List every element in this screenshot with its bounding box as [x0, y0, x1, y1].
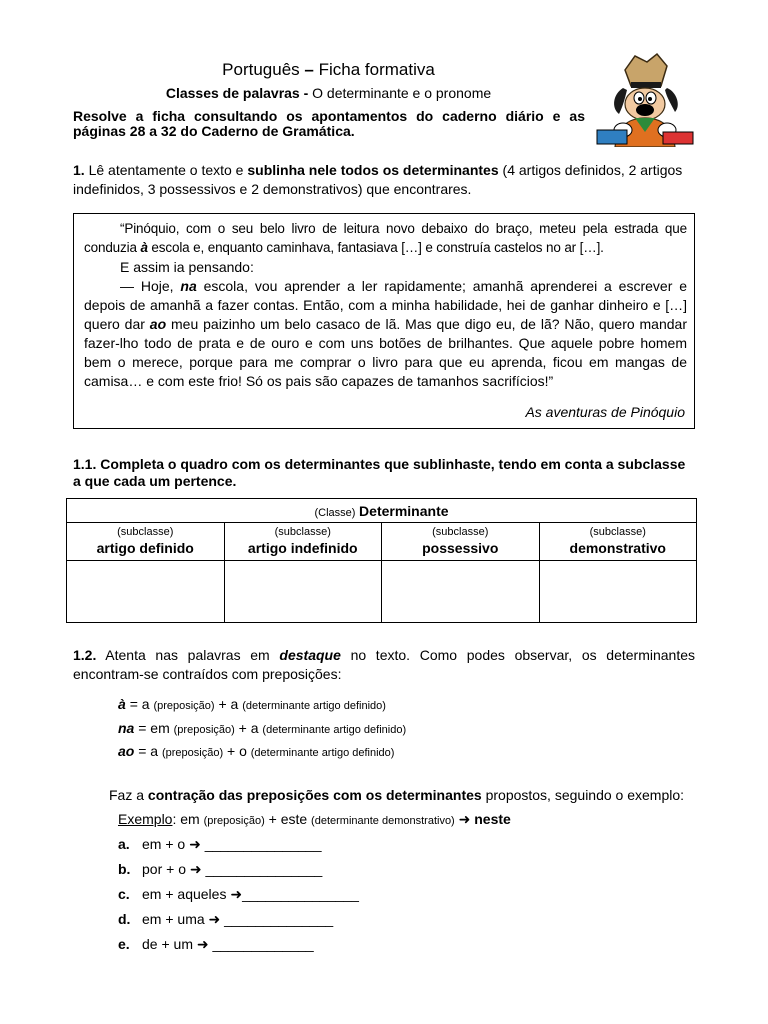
question-1: [73, 161, 695, 199]
title-worksheet: Ficha formativa: [318, 60, 435, 79]
instruction-emphasis: contração das preposições com os determinantes: [147, 787, 482, 803]
subclass-name: possessivo: [422, 540, 499, 556]
instructions: Resolve a ficha consultando os apontamentos do caderno diário e as páginas 28 a 32 do Caderno de Gramática.: [73, 108, 585, 139]
item-letter: c.: [118, 886, 130, 902]
arrow-icon: ➜: [458, 811, 471, 827]
contraction-prep-label: (preposição): [153, 700, 215, 712]
item-text: de + um ➜ _____________: [142, 936, 314, 952]
exercise-item-d[interactable]: [118, 911, 333, 928]
contraction-prep-label: (preposição): [161, 747, 224, 759]
example-det: + este: [268, 811, 308, 827]
question-emphasis: sublinha nele todos os determinantes: [247, 162, 499, 178]
question-1-1: [73, 456, 695, 490]
answer-cell-demonstrativo[interactable]: [539, 561, 697, 623]
passage-paragraph-1: [84, 219, 687, 257]
page-title: [0, 60, 657, 80]
highlighted-word: na: [180, 278, 197, 294]
contraction-det: + o: [227, 743, 247, 759]
example-colon: :: [172, 811, 177, 827]
passage-paragraph-3: [84, 277, 687, 391]
contraction-prep-label: (preposição): [173, 724, 235, 736]
column-header-artigo-indefinido: [224, 523, 382, 561]
example-prep-label: (preposição): [203, 815, 265, 827]
table-class-header: [67, 499, 697, 523]
contraction-det-label: (determinante artigo definido): [242, 700, 386, 712]
example-det-label: (determinante demonstrativo): [311, 815, 455, 827]
question-text-cont: no texto. Como podes observar, os determinantes encontram-se contraídos com preposições:: [73, 647, 696, 682]
answer-cell-artigo-definido[interactable]: [67, 561, 225, 623]
item-text: em + o ➜ _______________: [142, 836, 322, 852]
exercise-item-e[interactable]: [118, 936, 314, 953]
contraction-det: + a: [218, 696, 239, 712]
subtitle-topic: O determinante e o pronome: [312, 85, 492, 101]
title-subject: Português: [222, 60, 300, 79]
contraction-prep: = em: [138, 720, 170, 736]
instruction-text: Faz a: [109, 787, 145, 803]
passage-text: meu paizinho um belo casaco de lã. Mas que digo eu, de lã? Não, quero mandar fazer-lho todo de prata e de ouro e com uns botões de brilhantes. Que aquele pobre homem bem o merece, porque para me comprar o livro para que eu aprenda, ficou em mangas de camisa… e com este frio! Só os pais são capazes de tamanhos sacrifícios!”: [84, 316, 687, 389]
contraction-row: [118, 696, 386, 712]
passage-text: escola e, enquanto caminhava, fantasiava […] e construía castelos no ar […].: [151, 240, 604, 255]
answer-cell-artigo-indefinido[interactable]: [224, 561, 382, 623]
item-text: em + uma ➜ ______________: [142, 911, 334, 927]
subclass-label: (subclasse): [274, 526, 331, 538]
subclass-label: (subclasse): [432, 526, 489, 538]
passage-text: escola, vou aprender a ler rapidamente; amanhã aprenderei a escrever e depois de amanhã a fazer contas. Então, com a minha habilidade, hei de ganhar dinheiro e […] quero dar: [84, 278, 687, 332]
title-dash: –: [304, 60, 314, 79]
exercise-instruction: [109, 787, 684, 803]
question-text-cont: (4 artigos definidos, 2 artigos indefinidos, 3 possessivos e 2 demonstrativos) que encontrares.: [73, 162, 683, 197]
passage-text: “Pinóquio, com o seu belo livro de leitura novo debaixo do braço, meteu pela estrada que conduzia: [84, 221, 687, 255]
subclass-name: demonstrativo: [569, 540, 666, 556]
item-letter: a.: [118, 836, 130, 852]
question-text: Atenta nas palavras em: [105, 647, 270, 663]
passage-source: As aventuras de Pinóquio: [525, 404, 685, 420]
subclass-name: artigo indefinido: [247, 540, 358, 556]
passage-paragraph-2: E assim ia pensando:: [120, 259, 254, 275]
highlighted-word: à: [140, 240, 148, 255]
question-number: 1.2.: [73, 647, 97, 663]
exercise-item-c[interactable]: [118, 886, 359, 903]
contraction-prep: = a: [138, 743, 159, 759]
example-label: Exemplo: [118, 811, 173, 827]
exercise-item-a[interactable]: [118, 836, 322, 853]
contraction-det: + a: [238, 720, 259, 736]
subclass-label: (subclasse): [589, 526, 646, 538]
item-letter: d.: [118, 911, 131, 927]
contracted-word: ao: [118, 743, 135, 759]
contraction-det-label: (determinante artigo definido): [250, 747, 395, 759]
exercise-item-b[interactable]: [118, 861, 322, 878]
item-text: em + aqueles ➜_______________: [142, 886, 359, 902]
subclass-name: artigo definido: [96, 540, 194, 556]
column-header-demonstrativo: [539, 523, 697, 561]
page-subtitle: [0, 85, 657, 101]
contracted-word: à: [118, 696, 126, 712]
question-1-2: [73, 646, 695, 684]
class-label: (Classe): [314, 506, 356, 519]
example-answer: neste: [474, 811, 511, 827]
column-header-possessivo: [382, 523, 540, 561]
question-text: Completa o quadro com os determinantes que sublinhaste, tendo em conta a subclasse a que cada um pertence.: [73, 456, 686, 489]
passage-text: — Hoje,: [120, 278, 174, 294]
item-letter: b.: [118, 861, 131, 877]
example-prep: em: [180, 811, 200, 827]
item-letter: e.: [118, 936, 130, 952]
question-emphasis: destaque: [279, 647, 341, 663]
goofy-cartoon-icon: [595, 52, 695, 147]
contraction-det-label: (determinante artigo definido): [262, 724, 407, 736]
highlighted-word: ao: [149, 316, 167, 332]
subclass-label: (subclasse): [117, 526, 174, 538]
reading-passage-box: [73, 213, 695, 429]
determinant-table: [66, 498, 697, 623]
question-number: 1.: [73, 162, 85, 178]
contraction-prep: = a: [129, 696, 150, 712]
question-number: 1.1.: [73, 456, 97, 472]
answer-cell-possessivo[interactable]: [382, 561, 540, 623]
class-name: Determinante: [359, 502, 449, 519]
example-line: [118, 811, 511, 828]
contracted-word: na: [118, 720, 135, 736]
contraction-row: [118, 743, 394, 759]
column-header-artigo-definido: [67, 523, 225, 561]
instruction-text-cont: propostos, seguindo o exemplo:: [485, 787, 685, 803]
subtitle-bold: Classes de palavras -: [165, 85, 309, 101]
contraction-row: [118, 720, 406, 736]
item-text: por + o ➜ _______________: [142, 861, 323, 877]
question-text: Lê atentamente o texto e: [88, 162, 244, 178]
